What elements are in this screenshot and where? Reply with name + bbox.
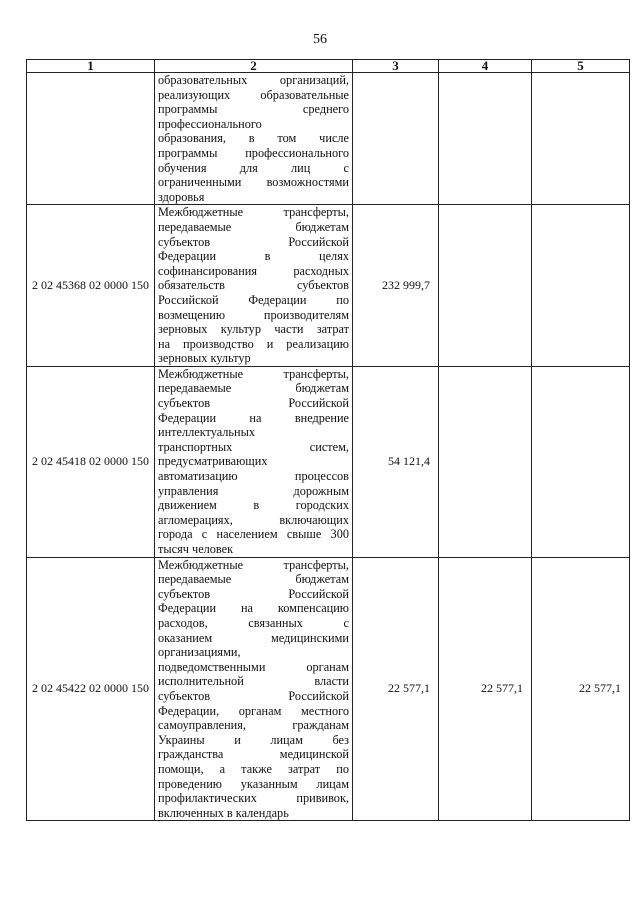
description-line: предусматривающих xyxy=(158,454,268,469)
description-cell xyxy=(155,557,353,821)
description-line: Украины и лицам без xyxy=(158,732,349,747)
description-line: профессионального xyxy=(158,116,262,131)
description-line: зерновых культур части затрат xyxy=(158,322,349,337)
description-line: субъектов Российской xyxy=(158,688,349,703)
table-header-row xyxy=(27,60,630,73)
amount-cell-col5: 22 577,1 xyxy=(532,557,630,821)
amount-cell-col4 xyxy=(439,366,532,557)
amount-cell-col4 xyxy=(439,73,532,205)
description-line: обязательств субъектов xyxy=(158,278,349,293)
amount-cell-col3: 232 999,7 xyxy=(353,205,439,367)
description-line: Межбюджетные трансферты, xyxy=(158,366,349,381)
amount-cell-col5 xyxy=(532,205,630,367)
description-line: образовательных организаций, xyxy=(158,73,349,87)
description-line: субъектов Российской xyxy=(158,396,349,411)
description-line: интеллектуальных xyxy=(158,425,256,440)
budget-code-cell: 2 02 45368 02 0000 150 xyxy=(27,205,155,367)
description-line: возмещению производителям xyxy=(158,307,349,322)
description-line: тысяч человек xyxy=(158,542,234,556)
description-cell xyxy=(155,73,353,205)
page-number: 56 xyxy=(313,32,327,47)
description-line: включенных в календарь xyxy=(158,805,289,820)
description-line: ограниченными возможностями xyxy=(158,175,349,190)
description-line: самоуправления, гражданам xyxy=(158,718,349,733)
description-line: субъектов Российской xyxy=(158,586,349,601)
description-line: передаваемые бюджетам xyxy=(158,219,349,234)
description-line: агломерациях, включающих xyxy=(158,512,349,527)
description-line: оказанием медицинскими xyxy=(158,630,349,645)
description-line: образования, в том числе xyxy=(158,131,349,146)
description-line: расходов, связанных с xyxy=(158,615,349,630)
budget-code-cell: 2 02 45422 02 0000 150 xyxy=(27,557,155,821)
table-row xyxy=(27,205,630,367)
description-line: зерновых культур xyxy=(158,351,251,366)
amount-cell-col5 xyxy=(532,366,630,557)
description-line: проведению указанным лицам xyxy=(158,776,349,791)
column-header-1: 1 xyxy=(27,60,155,73)
budget-code-cell xyxy=(27,73,155,205)
description-line: Федерации в целях xyxy=(158,249,349,264)
description-line: организациями, xyxy=(158,645,241,660)
description-line: реализующих образовательные xyxy=(158,87,349,102)
description-line: управления дорожным xyxy=(158,483,349,498)
column-header-2: 2 xyxy=(155,60,353,73)
description-line: движением в городских xyxy=(158,498,349,513)
budget-code-cell: 2 02 45418 02 0000 150 xyxy=(27,366,155,557)
description-line: профилактических прививок, xyxy=(158,791,349,806)
description-line: Федерации на внедрение xyxy=(158,410,349,425)
description-line: обучения для лиц с xyxy=(158,160,349,175)
amount-cell-col3: 22 577,1 xyxy=(353,557,439,821)
description-cell xyxy=(155,366,353,557)
description-line: программы профессионального xyxy=(158,145,349,160)
table-row xyxy=(27,366,630,557)
column-header-3: 3 xyxy=(353,60,439,73)
description-line: здоровья xyxy=(158,189,205,204)
table-row xyxy=(27,73,630,205)
description-line: города с населением свыше 300 xyxy=(158,527,349,542)
amount-cell-col3 xyxy=(353,73,439,205)
description-line: подведомственными органам xyxy=(158,659,349,674)
description-line: исполнительной власти xyxy=(158,674,349,689)
description-line: гражданства медицинской xyxy=(158,747,349,762)
description-line: софинансирования расходных xyxy=(158,263,349,278)
amount-cell-col5 xyxy=(532,73,630,205)
column-header-5: 5 xyxy=(532,60,630,73)
description-line: передаваемые бюджетам xyxy=(158,381,349,396)
table-row xyxy=(27,557,630,821)
budget-table xyxy=(26,59,630,821)
description-line: автоматизацию процессов xyxy=(158,469,349,484)
description-line: Федерации, органам местного xyxy=(158,703,349,718)
description-cell xyxy=(155,205,353,367)
amount-cell-col4 xyxy=(439,205,532,367)
description-line: Межбюджетные трансферты, xyxy=(158,205,349,220)
description-line: Российской Федерации по xyxy=(158,292,349,307)
description-line: программы среднего xyxy=(158,102,349,117)
amount-cell-col3: 54 121,4 xyxy=(353,366,439,557)
description-line: Федерации на компенсацию xyxy=(158,601,349,616)
description-line: транспортных систем, xyxy=(158,439,349,454)
column-header-4: 4 xyxy=(439,60,532,73)
description-line: на производство и реализацию xyxy=(158,336,349,351)
description-line: субъектов Российской xyxy=(158,234,349,249)
description-line: передаваемые бюджетам xyxy=(158,572,349,587)
description-line: помощи, а также затрат по xyxy=(158,761,349,776)
amount-cell-col4: 22 577,1 xyxy=(439,557,532,821)
description-line: Межбюджетные трансферты, xyxy=(158,557,349,572)
